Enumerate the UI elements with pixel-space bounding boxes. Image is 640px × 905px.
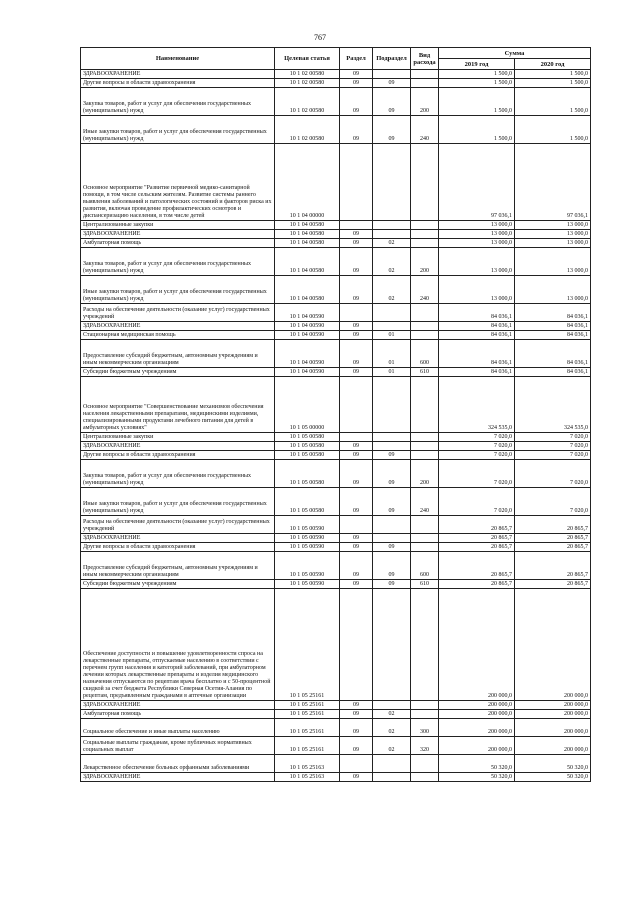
cell-subsection (373, 221, 411, 230)
cell-subsection: 02 (373, 710, 411, 719)
cell-subsection: 09 (373, 460, 411, 488)
cell-sum-2020: 324 535,0 (515, 377, 591, 433)
cell-expense-type: 200 (411, 88, 439, 116)
cell-section: 09 (340, 331, 373, 340)
table-body (81, 70, 591, 782)
cell-subsection (373, 516, 411, 534)
cell-sum-2020: 50 320,0 (515, 773, 591, 782)
header-code: Целевая статья (275, 48, 340, 70)
cell-sum-2019: 50 320,0 (439, 773, 515, 782)
cell-target-article: 10 1 04 00590 (275, 304, 340, 322)
table-row (81, 144, 591, 221)
cell-target-article: 10 1 05 00590 (275, 580, 340, 589)
budget-table (80, 47, 591, 782)
table-row (81, 221, 591, 230)
cell-name: ЗДРАВООХРАНЕНИЕ (81, 230, 275, 239)
cell-target-article: 10 1 05 25161 (275, 719, 340, 737)
table-row (81, 516, 591, 534)
cell-sum-2019: 200 000,0 (439, 589, 515, 701)
cell-sum-2019: 1 500,0 (439, 70, 515, 79)
cell-name: Другие вопросы в области здравоохранения (81, 79, 275, 88)
cell-sum-2020: 84 036,1 (515, 322, 591, 331)
cell-expense-type (411, 144, 439, 221)
cell-name: Иные закупки товаров, работ и услуг для обеспечения государственных (муниципальных) нужд (81, 276, 275, 304)
cell-expense-type (411, 230, 439, 239)
cell-sum-2020: 50 320,0 (515, 755, 591, 773)
cell-subsection: 09 (373, 552, 411, 580)
cell-subsection: 02 (373, 248, 411, 276)
cell-section: 09 (340, 322, 373, 331)
cell-section: 09 (340, 701, 373, 710)
cell-target-article: 10 1 05 00580 (275, 488, 340, 516)
cell-target-article: 10 1 02 00580 (275, 79, 340, 88)
table-row (81, 773, 591, 782)
cell-target-article: 10 1 05 00590 (275, 552, 340, 580)
cell-section (340, 589, 373, 701)
table-row (81, 368, 591, 377)
table-row (81, 322, 591, 331)
cell-sum-2020: 1 500,0 (515, 88, 591, 116)
cell-subsection: 01 (373, 340, 411, 368)
page-number: 767 (314, 33, 326, 42)
cell-sum-2020: 20 865,7 (515, 516, 591, 534)
cell-section: 09 (340, 534, 373, 543)
cell-sum-2020: 84 036,1 (515, 368, 591, 377)
table-row (81, 488, 591, 516)
cell-sum-2019: 1 500,0 (439, 79, 515, 88)
cell-target-article: 10 1 05 00590 (275, 516, 340, 534)
cell-section (340, 221, 373, 230)
cell-name: ЗДРАВООХРАНЕНИЕ (81, 773, 275, 782)
cell-subsection (373, 701, 411, 710)
cell-target-article: 10 1 05 25163 (275, 755, 340, 773)
cell-target-article: 10 1 05 25161 (275, 589, 340, 701)
cell-sum-2020: 20 865,7 (515, 580, 591, 589)
cell-sum-2020: 7 020,0 (515, 488, 591, 516)
cell-name: ЗДРАВООХРАНЕНИЕ (81, 701, 275, 710)
cell-sum-2020: 7 020,0 (515, 433, 591, 442)
cell-sum-2020: 1 500,0 (515, 70, 591, 79)
cell-expense-type (411, 589, 439, 701)
cell-name: Обеспечение доступности и повышение удовлетворенности спроса на лекарственные препараты, отпускаемые населению в соответствии с перечнем групп населения и категорий заболеваний, при амбулаторном лечении которых лекарственные препараты и изделия медицинского назначения отпускаются по рецептам врача бесплатно и с 50-процентной скидкой за счет бюджета Республики Северная Осетия-Алания по рецептам, предъявленным гражданами в аптечные организации (81, 589, 275, 701)
table-row (81, 755, 591, 773)
cell-expense-type (411, 331, 439, 340)
cell-section: 09 (340, 580, 373, 589)
cell-sum-2020: 13 000,0 (515, 239, 591, 248)
cell-sum-2020: 7 020,0 (515, 451, 591, 460)
cell-name: Иные закупки товаров, работ и услуг для обеспечения государственных (муниципальных) нужд (81, 488, 275, 516)
cell-name: Закупка товаров, работ и услуг для обеспечения государственных (муниципальных) нужд (81, 248, 275, 276)
cell-subsection (373, 534, 411, 543)
cell-sum-2020: 200 000,0 (515, 710, 591, 719)
cell-sum-2020: 84 036,1 (515, 331, 591, 340)
cell-section (340, 516, 373, 534)
cell-name: Амбулаторная помощь (81, 710, 275, 719)
cell-expense-type: 600 (411, 552, 439, 580)
cell-sum-2020: 200 000,0 (515, 701, 591, 710)
cell-expense-type (411, 451, 439, 460)
cell-name: Лекарственное обеспечение больных орфанными заболеваниями (81, 755, 275, 773)
cell-sum-2019: 13 000,0 (439, 239, 515, 248)
cell-subsection: 09 (373, 116, 411, 144)
cell-expense-type (411, 543, 439, 552)
cell-name: Субсидии бюджетным учреждениям (81, 580, 275, 589)
cell-name: ЗДРАВООХРАНЕНИЕ (81, 322, 275, 331)
cell-name: Другие вопросы в области здравоохранения (81, 451, 275, 460)
cell-section: 09 (340, 340, 373, 368)
cell-expense-type: 300 (411, 719, 439, 737)
cell-section: 09 (340, 79, 373, 88)
cell-sum-2020: 13 000,0 (515, 248, 591, 276)
cell-target-article: 10 1 02 00580 (275, 70, 340, 79)
header-subsection: Подраздел (373, 48, 411, 70)
cell-target-article: 10 1 04 00000 (275, 144, 340, 221)
cell-sum-2019: 13 000,0 (439, 230, 515, 239)
cell-subsection (373, 304, 411, 322)
cell-section: 09 (340, 88, 373, 116)
cell-sum-2019: 7 020,0 (439, 433, 515, 442)
table-row (81, 710, 591, 719)
cell-name: Расходы на обеспечение деятельности (оказание услуг) государственных учреждений (81, 304, 275, 322)
cell-expense-type (411, 710, 439, 719)
cell-target-article: 10 1 05 25163 (275, 773, 340, 782)
table-row (81, 543, 591, 552)
table-row (81, 377, 591, 433)
cell-sum-2020: 200 000,0 (515, 589, 591, 701)
table-row (81, 433, 591, 442)
cell-section: 09 (340, 719, 373, 737)
cell-sum-2019: 20 865,7 (439, 534, 515, 543)
cell-sum-2019: 84 036,1 (439, 340, 515, 368)
cell-expense-type (411, 534, 439, 543)
cell-subsection: 09 (373, 88, 411, 116)
cell-sum-2020: 20 865,7 (515, 552, 591, 580)
cell-sum-2020: 84 036,1 (515, 304, 591, 322)
cell-section: 09 (340, 543, 373, 552)
header-expense-type: Вид расхода (411, 48, 439, 70)
cell-subsection (373, 442, 411, 451)
cell-name: Предоставление субсидий бюджетным, автономным учреждениям и иным некоммерческим организациям (81, 552, 275, 580)
cell-sum-2019: 20 865,7 (439, 580, 515, 589)
table-row (81, 701, 591, 710)
table-row (81, 116, 591, 144)
cell-target-article: 10 1 05 25161 (275, 737, 340, 755)
cell-target-article: 10 1 05 00000 (275, 377, 340, 433)
cell-section (340, 144, 373, 221)
cell-section (340, 755, 373, 773)
table-row (81, 534, 591, 543)
table-row (81, 79, 591, 88)
cell-subsection: 09 (373, 543, 411, 552)
cell-expense-type: 240 (411, 116, 439, 144)
cell-name: Амбулаторная помощь (81, 239, 275, 248)
cell-sum-2020: 1 500,0 (515, 116, 591, 144)
cell-sum-2019: 1 500,0 (439, 116, 515, 144)
cell-name: Социальные выплаты гражданам, кроме публичных нормативных социальных выплат (81, 737, 275, 755)
cell-name: Субсидии бюджетным учреждениям (81, 368, 275, 377)
table-row (81, 248, 591, 276)
cell-subsection: 09 (373, 79, 411, 88)
cell-name: Основное мероприятие "Совершенствование механизмов обеспечения населения лекарственными препаратами, медицинскими изделиями, специализированными продуктами лечебного питания для детей в амбулаторных условиях" (81, 377, 275, 433)
cell-target-article: 10 1 04 00580 (275, 239, 340, 248)
cell-expense-type: 240 (411, 276, 439, 304)
cell-subsection (373, 377, 411, 433)
cell-section: 09 (340, 230, 373, 239)
cell-subsection: 01 (373, 368, 411, 377)
cell-section (340, 433, 373, 442)
cell-subsection (373, 144, 411, 221)
cell-sum-2019: 13 000,0 (439, 248, 515, 276)
cell-sum-2019: 7 020,0 (439, 442, 515, 451)
cell-target-article: 10 1 05 00580 (275, 442, 340, 451)
table-row (81, 460, 591, 488)
table-row (81, 276, 591, 304)
cell-sum-2019: 20 865,7 (439, 516, 515, 534)
cell-sum-2019: 7 020,0 (439, 488, 515, 516)
cell-section (340, 377, 373, 433)
cell-name: Другие вопросы в области здравоохранения (81, 543, 275, 552)
cell-expense-type (411, 377, 439, 433)
cell-sum-2019: 20 865,7 (439, 543, 515, 552)
header-sum: Сумма (439, 48, 591, 59)
cell-section (340, 304, 373, 322)
table-row (81, 451, 591, 460)
cell-sum-2019: 50 320,0 (439, 755, 515, 773)
table-row (81, 552, 591, 580)
cell-sum-2020: 200 000,0 (515, 737, 591, 755)
cell-name: ЗДРАВООХРАНЕНИЕ (81, 442, 275, 451)
cell-expense-type: 200 (411, 460, 439, 488)
cell-subsection (373, 70, 411, 79)
cell-subsection (373, 773, 411, 782)
cell-expense-type: 600 (411, 340, 439, 368)
cell-sum-2019: 1 500,0 (439, 88, 515, 116)
cell-section: 09 (340, 710, 373, 719)
cell-expense-type: 240 (411, 488, 439, 516)
cell-expense-type: 610 (411, 368, 439, 377)
cell-target-article: 10 1 04 00580 (275, 230, 340, 239)
cell-sum-2019: 84 036,1 (439, 304, 515, 322)
cell-name: Предоставление субсидий бюджетным, автономным учреждениям и иным некоммерческим организациям (81, 340, 275, 368)
cell-sum-2019: 200 000,0 (439, 701, 515, 710)
cell-section: 09 (340, 488, 373, 516)
cell-sum-2019: 20 865,7 (439, 552, 515, 580)
cell-target-article: 10 1 05 00580 (275, 433, 340, 442)
cell-section: 09 (340, 276, 373, 304)
table-row (81, 239, 591, 248)
cell-name: Централизованные закупки (81, 433, 275, 442)
table-row (81, 340, 591, 368)
cell-expense-type (411, 755, 439, 773)
cell-target-article: 10 1 04 00590 (275, 368, 340, 377)
cell-expense-type (411, 701, 439, 710)
cell-target-article: 10 1 04 00590 (275, 322, 340, 331)
cell-name: ЗДРАВООХРАНЕНИЕ (81, 534, 275, 543)
cell-target-article: 10 1 04 00580 (275, 221, 340, 230)
cell-target-article: 10 1 02 00580 (275, 116, 340, 144)
cell-subsection (373, 589, 411, 701)
cell-name: Социальное обеспечение и иные выплаты населению (81, 719, 275, 737)
cell-expense-type (411, 773, 439, 782)
cell-target-article: 10 1 04 00590 (275, 340, 340, 368)
cell-sum-2019: 7 020,0 (439, 451, 515, 460)
cell-target-article: 10 1 04 00580 (275, 276, 340, 304)
cell-section: 09 (340, 737, 373, 755)
table-header (81, 48, 591, 70)
header-name: Наименование (81, 48, 275, 70)
cell-expense-type: 610 (411, 580, 439, 589)
cell-sum-2019: 13 000,0 (439, 276, 515, 304)
cell-section: 09 (340, 773, 373, 782)
cell-subsection (373, 322, 411, 331)
cell-sum-2019: 84 036,1 (439, 331, 515, 340)
header-year-2019: 2019 год (439, 59, 515, 70)
table-row (81, 719, 591, 737)
cell-subsection: 02 (373, 276, 411, 304)
cell-sum-2019: 84 036,1 (439, 322, 515, 331)
cell-name: Расходы на обеспечение деятельности (оказание услуг) государственных учреждений (81, 516, 275, 534)
cell-section: 09 (340, 442, 373, 451)
cell-subsection: 01 (373, 331, 411, 340)
cell-expense-type: 200 (411, 248, 439, 276)
cell-expense-type (411, 433, 439, 442)
table-row (81, 737, 591, 755)
cell-subsection: 09 (373, 451, 411, 460)
cell-subsection: 02 (373, 737, 411, 755)
cell-expense-type: 320 (411, 737, 439, 755)
cell-sum-2020: 20 865,7 (515, 543, 591, 552)
table-row (81, 304, 591, 322)
cell-target-article: 10 1 05 00590 (275, 534, 340, 543)
cell-target-article: 10 1 02 00580 (275, 88, 340, 116)
cell-sum-2019: 97 036,1 (439, 144, 515, 221)
cell-sum-2020: 1 500,0 (515, 79, 591, 88)
cell-sum-2020: 20 865,7 (515, 534, 591, 543)
cell-subsection: 09 (373, 580, 411, 589)
table-row (81, 230, 591, 239)
cell-name: Стационарная медицинская помощь (81, 331, 275, 340)
cell-expense-type (411, 239, 439, 248)
cell-sum-2019: 200 000,0 (439, 737, 515, 755)
cell-sum-2020: 13 000,0 (515, 276, 591, 304)
cell-section: 09 (340, 451, 373, 460)
cell-subsection (373, 755, 411, 773)
cell-expense-type (411, 516, 439, 534)
table-row (81, 589, 591, 701)
cell-section: 09 (340, 552, 373, 580)
cell-sum-2019: 200 000,0 (439, 710, 515, 719)
cell-expense-type (411, 442, 439, 451)
cell-expense-type (411, 79, 439, 88)
cell-sum-2020: 97 036,1 (515, 144, 591, 221)
cell-name: Централизованные закупки (81, 221, 275, 230)
cell-sum-2019: 200 000,0 (439, 719, 515, 737)
cell-name: Закупка товаров, работ и услуг для обеспечения государственных (муниципальных) нужд (81, 460, 275, 488)
table-row (81, 88, 591, 116)
cell-name: Основное мероприятие "Развитие первичной медико-санитарной помощи, в том числе сельским жителям. Развитие системы раннего выявления заболеваний и патологических состояний и факторов риска их развития, включая проведение профилактических осмотров и диспансеризацию населения, в том числе детей (81, 144, 275, 221)
cell-sum-2019: 13 000,0 (439, 221, 515, 230)
cell-sum-2020: 84 036,1 (515, 340, 591, 368)
cell-target-article: 10 1 05 25161 (275, 710, 340, 719)
cell-sum-2020: 13 000,0 (515, 221, 591, 230)
cell-sum-2019: 7 020,0 (439, 460, 515, 488)
cell-section: 09 (340, 368, 373, 377)
cell-section: 09 (340, 116, 373, 144)
cell-subsection (373, 433, 411, 442)
cell-sum-2020: 200 000,0 (515, 719, 591, 737)
cell-section: 09 (340, 248, 373, 276)
cell-name: Закупка товаров, работ и услуг для обеспечения государственных (муниципальных) нужд (81, 88, 275, 116)
cell-sum-2020: 13 000,0 (515, 230, 591, 239)
table-row (81, 331, 591, 340)
cell-sum-2020: 7 020,0 (515, 460, 591, 488)
cell-section: 09 (340, 460, 373, 488)
cell-sum-2019: 84 036,1 (439, 368, 515, 377)
cell-section: 09 (340, 239, 373, 248)
table-row (81, 442, 591, 451)
table-row (81, 70, 591, 79)
cell-target-article: 10 1 05 00580 (275, 460, 340, 488)
cell-expense-type (411, 70, 439, 79)
cell-subsection: 09 (373, 488, 411, 516)
cell-expense-type (411, 304, 439, 322)
table-row (81, 580, 591, 589)
cell-expense-type (411, 221, 439, 230)
header-section: Раздел (340, 48, 373, 70)
cell-sum-2019: 324 535,0 (439, 377, 515, 433)
cell-target-article: 10 1 05 00580 (275, 451, 340, 460)
cell-expense-type (411, 322, 439, 331)
cell-name: ЗДРАВООХРАНЕНИЕ (81, 70, 275, 79)
header-year-2020: 2020 год (515, 59, 591, 70)
cell-subsection: 02 (373, 239, 411, 248)
cell-target-article: 10 1 04 00590 (275, 331, 340, 340)
cell-target-article: 10 1 04 00580 (275, 248, 340, 276)
cell-target-article: 10 1 05 25161 (275, 701, 340, 710)
cell-subsection (373, 230, 411, 239)
cell-sum-2020: 7 020,0 (515, 442, 591, 451)
cell-name: Иные закупки товаров, работ и услуг для обеспечения государственных (муниципальных) нужд (81, 116, 275, 144)
cell-subsection: 02 (373, 719, 411, 737)
cell-target-article: 10 1 05 00590 (275, 543, 340, 552)
cell-section: 09 (340, 70, 373, 79)
